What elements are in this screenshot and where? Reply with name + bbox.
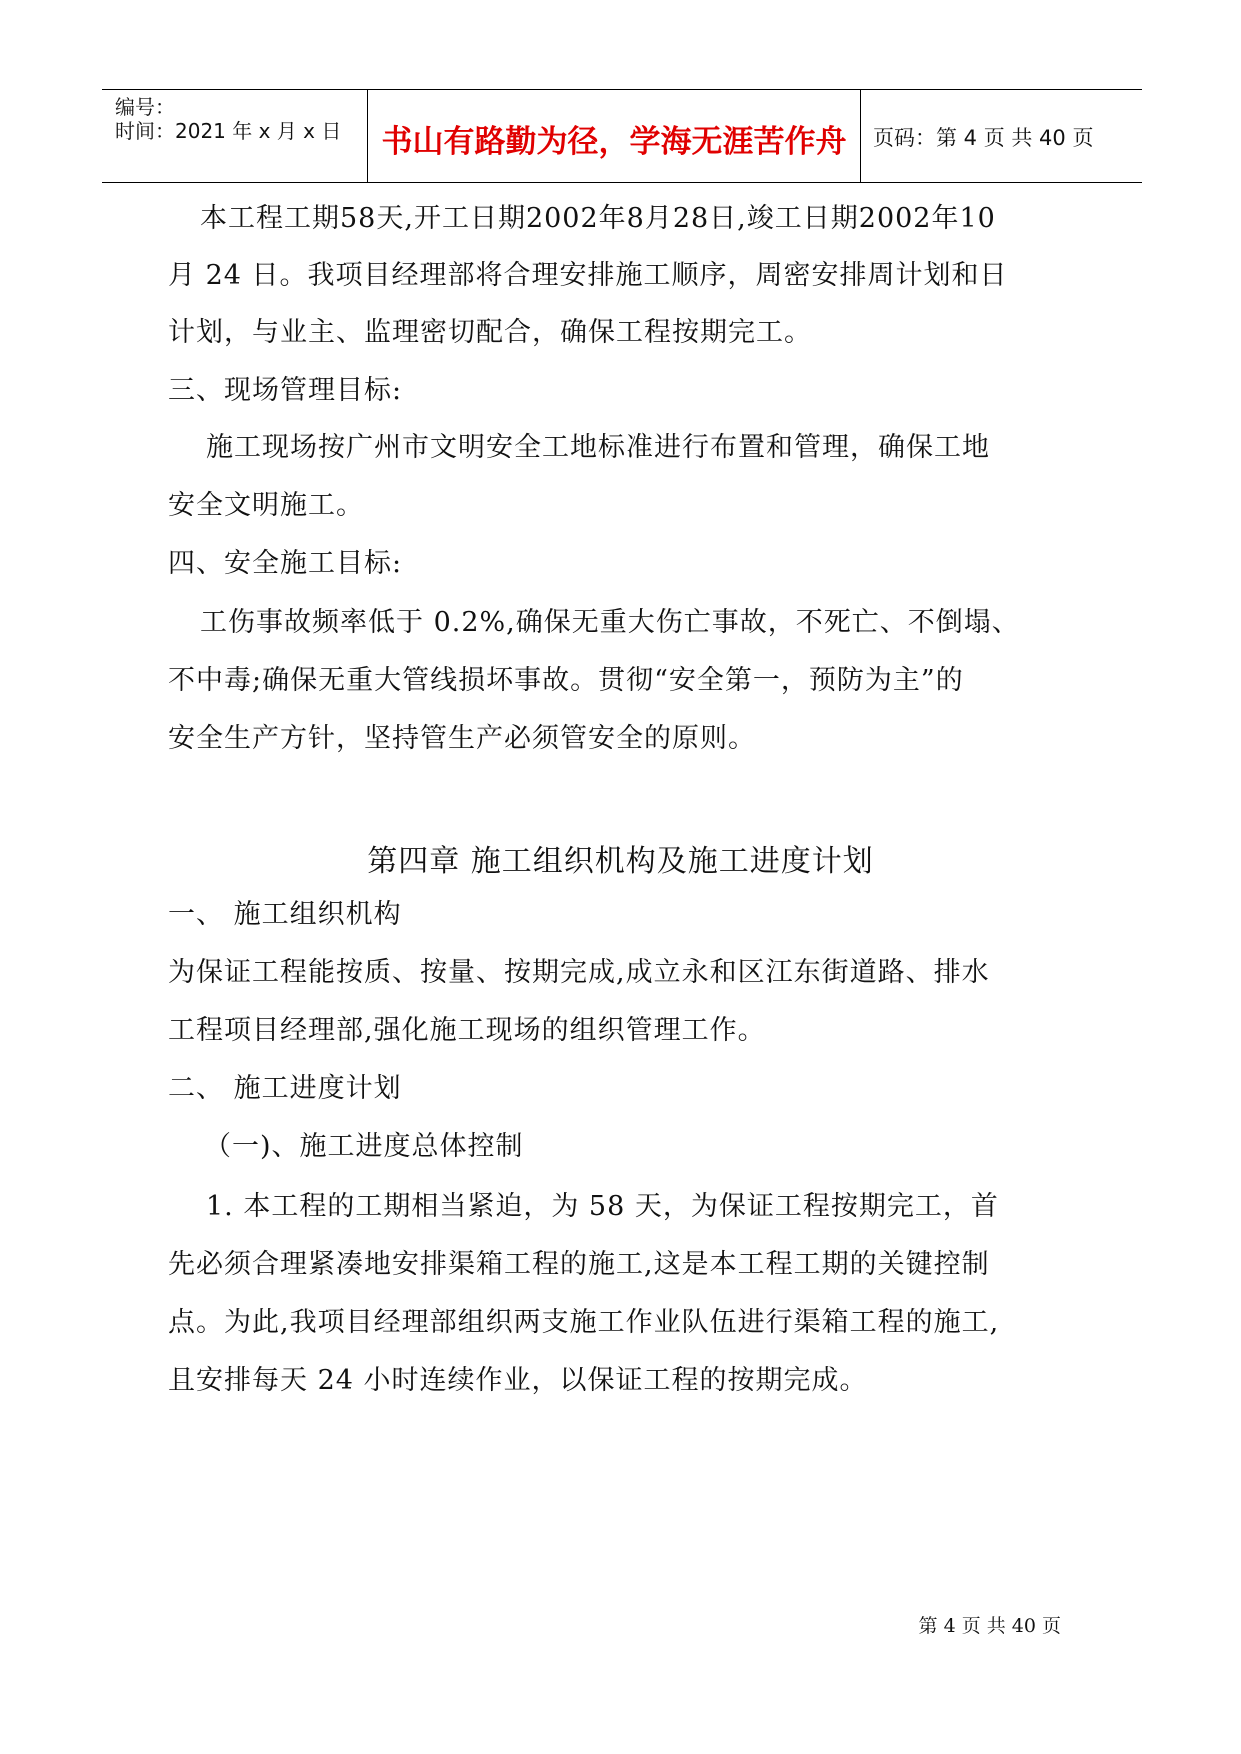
document-time-label: 时间：2021 年 x 月 x 日 [115,119,342,143]
paragraph-line: 先必须合理紧凑地安排渠箱工程的施工,这是本工程工期的关键控制 [168,1249,990,1280]
paragraph-line: 不中毒;确保无重大管线损坏事故。贯彻“安全第一，预防为主”的 [168,665,964,696]
header-motto: 书山有路勤为径，学海无涯苦作舟 [381,124,847,160]
section-heading: 二、 施工进度计划 [168,1073,402,1104]
document-number-label: 编号： [115,95,175,119]
section-heading: 四、安全施工目标: [168,548,403,579]
section-heading: 三、现场管理目标: [168,375,403,406]
paragraph-line: 1. 本工程的工期相当紧迫，为 58 天，为保证工程按期完工，首 [206,1191,999,1222]
paragraph-line: 本工程工期58天,开工日期2002年8月28日,竣工日期2002年10 [200,203,996,234]
page-footer: 第 4 页 共 40 页 [918,1615,1061,1637]
page-header [102,89,1142,183]
chapter-title: 第四章 施工组织机构及施工进度计划 [367,844,874,879]
header-meta [102,90,367,182]
paragraph-line: 计划，与业主、监理密切配合，确保工程按期完工。 [168,317,812,348]
paragraph-line: 安全生产方针，坚持管生产必须管安全的原则。 [168,723,756,754]
header-page-info: 页码：第 4 页 共 40 页 [873,126,1094,150]
paragraph-line: 且安排每天 24 小时连续作业，以保证工程的按期完成。 [168,1365,868,1396]
paragraph-line: 为保证工程能按质、按量、按期完成,成立永和区江东街道路、排水 [168,957,990,988]
header-motto-cell [367,90,861,182]
header-page-cell [859,90,1142,182]
paragraph-line: 工程项目经理部,强化施工现场的组织管理工作。 [168,1015,766,1046]
paragraph-line: 施工现场按广州市文明安全工地标准进行布置和管理，确保工地 [206,432,990,463]
paragraph-line: 点。为此,我项目经理部组织两支施工作业队伍进行渠箱工程的施工, [168,1307,1000,1338]
section-heading: 一、 施工组织机构 [168,899,402,930]
paragraph-line: 安全文明施工。 [168,490,364,521]
subsection-heading: （一)、施工进度总体控制 [204,1131,524,1162]
paragraph-line: 月 24 日。我项目经理部将合理安排施工顺序，周密安排周计划和日 [168,260,1008,291]
paragraph-line: 工伤事故频率低于 0.2%,确保无重大伤亡事故，不死亡、不倒塌、 [200,607,1020,638]
